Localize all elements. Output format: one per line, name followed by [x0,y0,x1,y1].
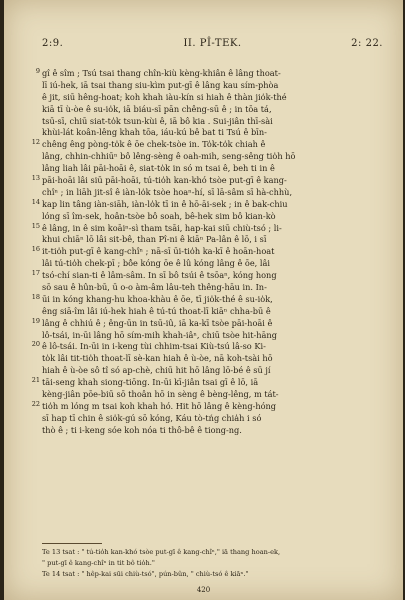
verse-number: 20 [31,340,40,349]
line-text: chîⁿ ; in liāh jit-sî ê iàn-lo̍k tsòe hoaⁿ-hí, sī lā-sâm sī hà-chhù, [42,186,293,197]
line-text: tāi-seng khah siong-tiōng. In-ūi kī-jiân tsai gī ê lō, iā [42,377,259,388]
line-text: khùi-lát koân-lêng khah tōa, iáu-kú bê bat ti Tsú ê bīn- [42,127,267,138]
text-line [42,425,387,437]
header-title: II. PÎ-TEK. [183,38,242,49]
text-line [42,413,387,425]
line-text: kap lin tâng iàn-siāh, iàn-lo̍k tī in ê hō-āi-sek ; in ê bak-chiu [42,198,288,209]
text-line [42,80,387,92]
line-text: tsū-sī, chiū siat-to̍k tsun-kùi ê, iā bô kia . Sui-jiân thī-sài [42,115,273,126]
page-number: 420 [196,586,211,594]
book-page [4,0,403,600]
line-text: tio̍h m lóng m tsai koh khah hó. Hit hō lâng ê kèng-hóng [42,400,277,411]
verse-number: 19 [31,316,40,325]
text-line [42,151,387,163]
text-line [31,376,387,389]
text-line [42,187,387,199]
verse-number: 13 [31,174,40,183]
line-text: thò ê ; ti i-keng sóe koh nóa ti thô-bê ê tiong-ng. [42,424,242,435]
text-line [42,330,387,342]
line-text: ê lô-tsái. In-ūi in i-keng tùi chhim-tsai Kiù-tsú lâ-so Ki- [42,341,266,352]
text-line [31,174,387,187]
text-line [42,306,387,318]
footnote-line: " put-gī ê kang-chîⁿ in tit bô tio̍h." [42,559,155,567]
text-line [31,245,387,258]
line-text: lâng liah lâi pāi-hoāi ê, siat-to̍k in só m tsai ê, beh ti in ê [42,163,275,174]
text-line [31,269,387,282]
line-text: êng siā-îm lâi iú-hek hiah ê tú-tú thoat-lī kiāⁿ chha-bū ê [42,305,271,316]
line-text: kèng-jiân pōe-biū sō thoân hō in sèng ê bèng-lêng, m tát- [42,389,279,400]
text-line [35,67,387,80]
text-line [42,116,387,128]
header-left: 2:9. [42,38,64,49]
text-line [42,104,387,116]
text-line [42,282,387,294]
verse-number: 12 [31,138,40,147]
line-text: chêng êng pòng-to̍k ê ōe chek-tsòe in. To̍k-to̍k chiah ê [42,139,266,150]
text-line [42,258,387,270]
verse-number: 18 [31,292,40,301]
verse-number: 15 [31,221,40,230]
text-line [42,389,387,401]
text-body [31,67,387,437]
text-line [42,127,387,139]
text-line [31,221,387,235]
line-text: ê lâng, in ê sim koāiⁿ-sì tham tsāi, hap-kai siū chiù-tsó ; li- [42,222,282,233]
line-text: to̍k lâi tit-tio̍h thoat-lī sè-kan hiah ê ù-òe, nā koh-tsài hō [42,353,273,364]
line-text: ê jit, siū hêng-hoat; koh khah iàu-kín si hiah ê thàn jio̍k-thé [42,91,287,102]
line-text: lâng, chhin-chhiūⁿ bô lêng-sèng ê oah-mih, seng-sêng tio̍h hō [42,151,296,162]
line-text: ūi in kóng khang-hu khoa-khàu ê ōe, tī jio̍k-thé ê su-io̍k, [42,293,273,304]
running-header [42,38,383,52]
line-text: lī iú-hek, iā tsai thang siu-kìm put-gī ê lâng kau sím-phòa [42,79,279,90]
verse-number: 9 [35,67,40,75]
line-text: lóng sī îm-sek, hoân-tsòe bô soah, bê-hek sim bô kian-kò [42,210,276,221]
text-line [31,316,387,330]
line-text: sī hap tī chin ê sio̍k-gú sō kóng, Káu tò-tńg chia̍h i só [42,412,262,423]
text-line [42,163,387,175]
line-text: lâng ê chhiú ê ; êng-ūn in tsū-iû, iā ka-kī tsòe pāi-hoāi ê [42,317,273,328]
line-text: khui chiāⁿ lō lâi sit-bê, than Pî-ni ê kiāⁿ Pa-lân ê lō, i sī [42,234,267,245]
text-line [42,211,387,223]
line-text: hiah ê ù-òe sô tî só ap-chè, chiū hit hō lâng lō-bé ê sū jí [42,365,271,376]
text-line [31,138,387,151]
header-right: 2: 22. [351,38,383,49]
line-text: kiā tī ù-òe ê su-io̍k, iā biáu-sī pān chêng-sū ê ; in tōa tá, [42,103,272,114]
line-text: lô-tsái, in-ūi lâng hō sím-mih khah-iâⁿ, chiū tsòe hit-hāng [42,329,277,340]
verse-number: 14 [31,197,40,206]
footnotes [42,547,387,580]
verse-number: 16 [31,245,40,254]
verse-number: 22 [31,399,40,408]
line-text: pāi-hoāi lâi siū pāi-hoāi, tú-tio̍h kan-khó tsòe put-gī ê kang- [42,175,287,186]
text-line [31,340,387,353]
text-line [42,365,387,377]
text-line [42,92,387,104]
text-line [31,197,387,211]
verse-number: 17 [31,269,40,278]
line-text: sō sau ê hûn-bū, ū o-o àm-âm lâu-teh thêng-hāu in. In- [42,282,267,293]
footnote-rule [42,543,102,544]
footnote-line: Te 13 tsat : " tú-tio̍h kan-khó tsòe put-gī ê kang-chîⁿ," iā thang hoan-ek, [42,548,281,556]
line-text: gî ê sîm ; Tsú tsai thang chîn-kiù kèng-khiân ê lâng thoat- [42,68,281,78]
text-line [42,234,387,246]
footnote-line: Te 14 tsat : " hêp-kai sūi chiù-tsó", pún-bûn, " chiù-tsó ê kiāⁿ." [42,570,249,578]
text-line [42,353,387,365]
line-text: lâi tú-tio̍h chek-pī ; bô̍e kóng ōe ê lû kóng lâng ê ōe, lâi [42,258,270,269]
text-line [31,399,387,413]
line-text: it-tio̍h put-gī ê kang-chîⁿ ; nā-sī ūi-tio̍h ka-kī ê hoān-hoat [42,246,275,257]
line-text: tsó-chí sian-ti ê lâm-sâm. In sī bô tsúi ê tsōaⁿ, kóng hong [42,270,277,281]
text-line [31,292,387,306]
verse-number: 21 [31,376,40,385]
